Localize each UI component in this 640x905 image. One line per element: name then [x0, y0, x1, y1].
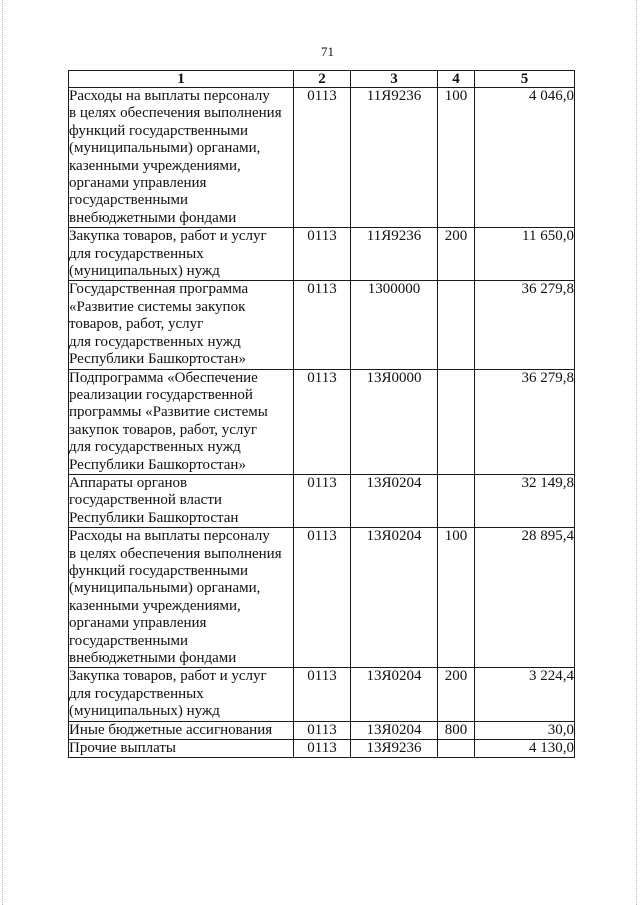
description-line: для государственных нужд — [69, 439, 241, 456]
cell-amount: 3 224,4 — [475, 668, 575, 721]
scan-edge-left — [2, 0, 3, 905]
description-line: программы «Развитие системы — [69, 404, 268, 421]
cell-code: 13Я9236 — [351, 740, 438, 758]
header-col-1: 1 — [69, 71, 294, 88]
description-line: «Развитие системы закупок — [69, 298, 246, 315]
header-col-4: 4 — [438, 71, 475, 88]
description-line: внебюджетными фондами — [69, 650, 237, 666]
description-line: (муниципальными) органами, — [69, 140, 261, 157]
cell-code: 13Я0204 — [351, 668, 438, 721]
budget-table — [68, 70, 575, 758]
cell-code: 11Я9236 — [351, 228, 438, 281]
cell-description — [69, 740, 294, 758]
cell-description — [69, 474, 294, 527]
description-line: государственными — [69, 632, 188, 649]
cell-section: 0113 — [294, 88, 351, 228]
cell-amount: 28 895,4 — [475, 528, 575, 668]
description-line: органами управления — [69, 175, 207, 192]
cell-amount: 32 149,8 — [475, 474, 575, 527]
cell-type: 200 — [438, 228, 475, 281]
cell-amount: 11 650,0 — [475, 228, 575, 281]
description-line: функций государственными — [69, 122, 248, 139]
description-line: Иные бюджетные ассигнования — [69, 721, 273, 738]
description-line: для государственных — [69, 685, 204, 702]
description-line: казенными учреждениями, — [69, 597, 241, 614]
description-line: государственными — [69, 192, 188, 209]
description-line: Расходы на выплаты персоналу — [69, 528, 270, 545]
description-line: Закупка товаров, работ и услуг — [69, 228, 267, 245]
description-line: органами управления — [69, 615, 207, 632]
description-line: государственной власти — [69, 492, 222, 509]
cell-code: 13Я0204 — [351, 528, 438, 668]
table-body — [69, 88, 575, 758]
description-line: (муниципальных) нужд — [69, 703, 220, 720]
table-row — [69, 281, 575, 369]
cell-type — [438, 474, 475, 527]
cell-type: 800 — [438, 721, 475, 739]
cell-code: 13Я0000 — [351, 369, 438, 474]
description-line: Республики Башкортостан» — [69, 351, 246, 368]
description-line: в целях обеспечения выполнения — [69, 545, 282, 562]
cell-section: 0113 — [294, 369, 351, 474]
description-line: функций государственными — [69, 562, 248, 579]
cell-amount: 4 046,0 — [475, 88, 575, 228]
cell-amount: 4 130,0 — [475, 740, 575, 758]
cell-description — [69, 528, 294, 668]
cell-description — [69, 369, 294, 474]
cell-description — [69, 88, 294, 228]
table-row — [69, 528, 575, 668]
cell-type — [438, 740, 475, 758]
cell-type — [438, 369, 475, 474]
scan-edge-right — [636, 0, 637, 905]
cell-description — [69, 281, 294, 369]
cell-code: 11Я9236 — [351, 88, 438, 228]
cell-section: 0113 — [294, 228, 351, 281]
cell-section: 0113 — [294, 668, 351, 721]
description-line: в целях обеспечения выполнения — [69, 105, 282, 122]
description-line: Республики Башкортостан — [69, 509, 239, 526]
description-line: Республики Башкортостан» — [69, 456, 246, 473]
cell-amount: 30,0 — [475, 721, 575, 739]
cell-type: 200 — [438, 668, 475, 721]
cell-description — [69, 668, 294, 721]
header-col-3: 3 — [351, 71, 438, 88]
cell-section: 0113 — [294, 528, 351, 668]
description-line: реализации государственной — [69, 386, 253, 403]
cell-description — [69, 228, 294, 281]
description-line: для государственных — [69, 245, 204, 262]
cell-type — [438, 281, 475, 369]
cell-description — [69, 721, 294, 739]
description-line: Государственная программа — [69, 281, 249, 298]
table-row — [69, 369, 575, 474]
description-line: закупок товаров, работ, услуг — [69, 421, 258, 438]
table-row — [69, 474, 575, 527]
page-number: 71 — [321, 44, 334, 59]
cell-section: 0113 — [294, 281, 351, 369]
cell-amount: 36 279,8 — [475, 369, 575, 474]
table-row — [69, 228, 575, 281]
description-line: Закупка товаров, работ и услуг — [69, 668, 267, 685]
description-line: Расходы на выплаты персоналу — [69, 88, 270, 104]
header-row — [69, 71, 575, 88]
cell-section: 0113 — [294, 474, 351, 527]
cell-section: 0113 — [294, 740, 351, 758]
description-line: казенными учреждениями, — [69, 157, 241, 174]
cell-code: 13Я0204 — [351, 721, 438, 739]
cell-amount: 36 279,8 — [475, 281, 575, 369]
table-row — [69, 721, 575, 739]
table-row — [69, 740, 575, 758]
description-line: для государственных нужд — [69, 333, 241, 350]
header-col-5: 5 — [475, 71, 575, 88]
description-line: внебюджетными фондами — [69, 209, 237, 226]
description-line: Аппараты органов — [69, 474, 188, 491]
cell-section: 0113 — [294, 721, 351, 739]
header-col-2: 2 — [294, 71, 351, 88]
table-row — [69, 668, 575, 721]
cell-type: 100 — [438, 88, 475, 228]
table-row — [69, 88, 575, 228]
description-line: Прочие выплаты — [69, 740, 176, 757]
description-line: Подпрограмма «Обеспечение — [69, 369, 258, 386]
description-line: (муниципальных) нужд — [69, 263, 220, 280]
table-header — [69, 71, 575, 88]
cell-code: 13Я0204 — [351, 474, 438, 527]
cell-type: 100 — [438, 528, 475, 668]
description-line: товаров, работ, услуг — [69, 316, 204, 333]
description-line: (муниципальными) органами, — [69, 580, 261, 597]
cell-code: 1300000 — [351, 281, 438, 369]
